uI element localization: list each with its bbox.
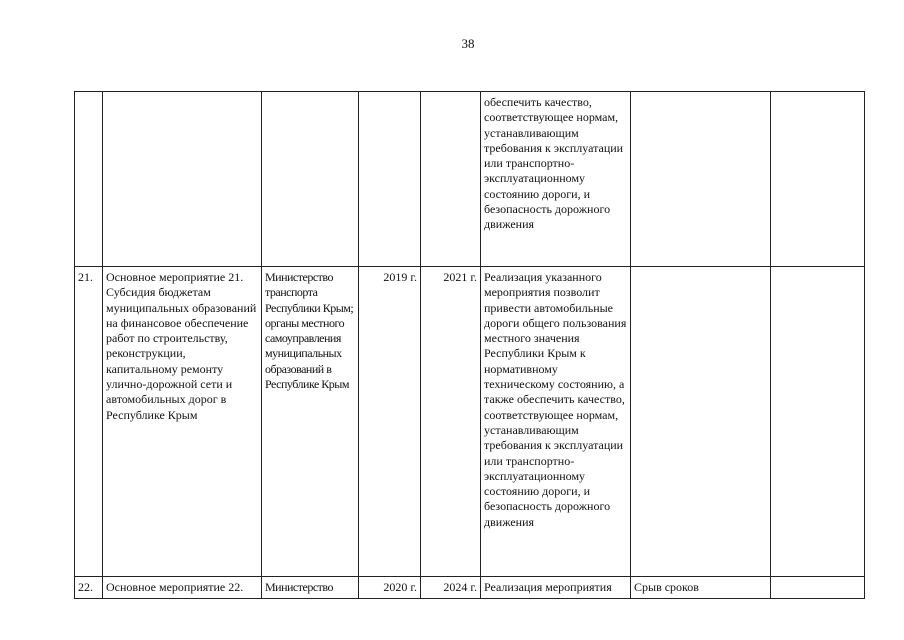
cell-link [771,267,865,577]
cell-responsible [262,92,359,267]
cell-num: 21. [75,267,103,577]
page-number: 38 [461,36,475,51]
cell-responsible: Министерство [262,577,359,599]
cell-num: 22. [75,577,103,599]
cell-end [421,92,481,267]
cell-event: Основное мероприятие 21. Субсидия бюджетам муниципальных образований на финансовое обеспечение работ по строительству, реконструкции, капитальному ремонту улично-дорожной сети и автомобильных дорог в Республике Крым [103,267,262,577]
table-row [75,267,865,577]
cell-start [359,92,421,267]
cell-consequence [631,92,771,267]
cell-effect: Реализация мероприятия [481,577,631,599]
cell-event [103,92,262,267]
table-row [75,577,865,599]
cell-consequence [631,267,771,577]
table-row-continuation [75,92,865,267]
cell-link [771,92,865,267]
effect-text: обеспечить качество, соответствующее нормам, устанавливающим требования к эксплуатации или транспортно-эксплуатационному состоянию дороги, и безопасность дорожного движения [484,95,624,232]
cell-start: 2020 г. [359,577,421,599]
cell-link [771,577,865,599]
cell-effect: Реализация указанного мероприятия позволит привести автомобильные дороги общего пользования местного значения Республики Крым к нормативному техническому состоянию, а также обеспечить качество, соответствующее нормам, устанавливающим требования к эксплуатации или транспортно-эксплуатационному состоянию дороги, и безопасность дорожного движения [481,267,631,577]
cell-responsible: Министерство транспорта Республики Крым; органы местного самоуправления муниципальных образований в Республике Крым [262,267,359,577]
cell-end: 2024 г. [421,577,481,599]
cell-end: 2021 г. [421,267,481,577]
cell-start: 2019 г. [359,267,421,577]
cell-num [75,92,103,267]
cell-event: Основное мероприятие 22. [103,577,262,599]
cell-effect [481,92,631,267]
events-table [74,91,865,599]
cell-consequence: Срыв сроков [631,577,771,599]
